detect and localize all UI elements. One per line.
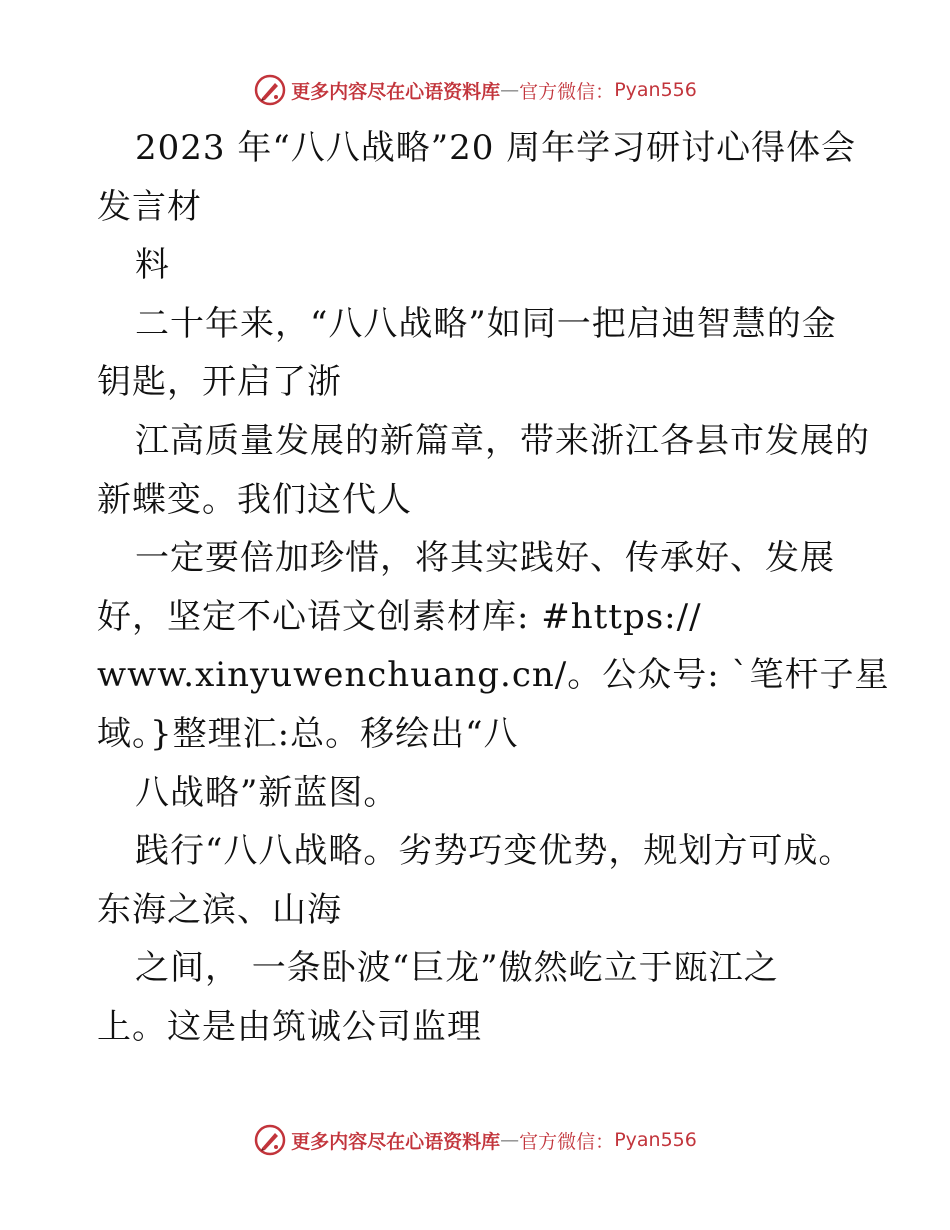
text-line: 践行“八八战略。劣势巧变优势，规划方可成。: [135, 831, 854, 872]
text-line: 八战略”新蓝图。: [135, 772, 399, 813]
text-line: 好，坚定不心语文创素材库: #https://: [97, 596, 702, 637]
text-line: 发言材: [97, 186, 202, 227]
banner-account: Pyan556: [614, 1129, 697, 1151]
text-line: 新蝶变。我们这代人: [97, 479, 412, 520]
pen-logo-icon: [253, 73, 287, 107]
banner-account: Pyan556: [614, 79, 697, 101]
banner-separator: —: [500, 1129, 520, 1151]
banner-main-text: 更多内容尽在心语资料库: [291, 1130, 501, 1153]
text-line: www.xinyuwenchuang.cn/。公众号: `笔杆子星: [97, 655, 890, 696]
document-body: [97, 119, 890, 1057]
text-line: 域。}整理汇:总。移绘出“八: [97, 713, 519, 754]
banner-main-text: 更多内容尽在心语资料库: [291, 80, 501, 103]
text-line: 上。这是由筑诚公司监理: [97, 1006, 482, 1047]
pen-logo-icon: [253, 1123, 287, 1157]
text-line: 料: [135, 245, 170, 286]
banner-wechat-label: 官方微信：: [519, 80, 615, 103]
text-line: 一定要倍加珍惜，将其实践好、传承好、发展: [135, 538, 835, 579]
text-line: 江高质量发展的新篇章，带来浙江各县市发展的: [135, 420, 870, 461]
header-watermark: [0, 70, 950, 110]
text-line: 二十年来，“八八战略”如同一把启迪智慧的金: [135, 303, 837, 344]
text-line: 之间， 一条卧波“巨龙”傲然屹立于瓯江之: [135, 948, 779, 989]
banner-wechat-label: 官方微信：: [519, 1130, 615, 1153]
footer-watermark: [0, 1120, 950, 1160]
text-line: 东海之滨、山海: [97, 889, 342, 930]
text-line: 钥匙，开启了浙: [97, 362, 342, 403]
text-line: 2023 年“八八战略”20 周年学习研讨心得体会: [135, 128, 857, 168]
banner-separator: —: [500, 79, 520, 101]
